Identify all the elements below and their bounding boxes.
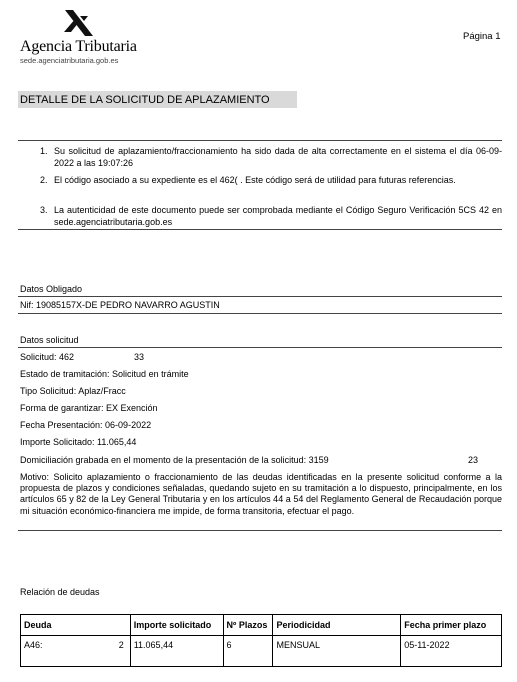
note-number: 2. bbox=[40, 175, 48, 185]
solicitud-number: Solicitud: 462 bbox=[20, 352, 75, 362]
periodicidad-cell: MENSUAL bbox=[273, 636, 401, 667]
obligado-section-label: Datos Obligado bbox=[20, 284, 83, 294]
domiciliacion-suffix: 23 bbox=[468, 455, 479, 465]
deuda-code-suffix: 2 bbox=[118, 640, 124, 650]
deuda-code: A46: bbox=[24, 640, 43, 650]
obligado-bottom-rule bbox=[18, 313, 502, 314]
deuda-cell bbox=[21, 636, 131, 667]
table-header-row bbox=[21, 615, 502, 636]
solicitud-number-suffix: 33 bbox=[134, 352, 145, 362]
deudas-table bbox=[20, 614, 502, 667]
note-number: 3. bbox=[40, 205, 48, 215]
tipo-solicitud: Tipo Solicitud: Aplaz/Fracc bbox=[20, 386, 126, 396]
importe-cell: 11.065,44 bbox=[130, 636, 223, 667]
column-header-periodicidad: Periodicidad bbox=[273, 615, 401, 636]
column-header-importe: Importe solicitado bbox=[130, 615, 223, 636]
note-text: La autenticidad de este documento puede ser comprobada mediante el Código Seguro Verificación 5CS 42 en sede.agenciatributaria.gob.es bbox=[54, 205, 502, 227]
notes-top-rule bbox=[18, 140, 502, 141]
document-title: DETALLE DE LA SOLICITUD DE APLAZAMIENTO bbox=[20, 94, 270, 106]
column-header-deuda: Deuda bbox=[21, 615, 131, 636]
motivo-text: Motivo: Solicito aplazamiento o fraccionamiento de las deudas identificadas en la presente solicitud conforme a la propuesta de plazos y condiciones señaladas, quedando sujeto en su tramitación a lo dispuesto, principalmente, en los artículos 65 y 82 de la Ley General Tributaria y en los artículos 44 a 54 del Reglamento General de Recaudación porque mi situación económico-financiera me impide, de forma transitoria, efectuar el pago. bbox=[20, 472, 502, 516]
note-item bbox=[40, 146, 502, 170]
note-item bbox=[40, 205, 502, 229]
solicitud-bottom-rule bbox=[18, 530, 502, 531]
forma-garantizar: Forma de garantizar: EX Exención bbox=[20, 403, 158, 413]
column-header-plazos: Nº Plazos bbox=[223, 615, 273, 636]
solicitud-top-rule bbox=[18, 347, 502, 348]
nif-line: Nif: 19085157X-DE PEDRO NAVARRO AGUSTIN bbox=[20, 300, 220, 310]
note-text: El código asociado a su expediente es el 462( . Este código será de utilidad para futuras referencias. bbox=[54, 175, 456, 185]
table-row bbox=[21, 636, 502, 667]
fecha-presentacion: Fecha Presentación: 06-09-2022 bbox=[20, 420, 152, 430]
column-header-fecha: Fecha primer plazo bbox=[401, 615, 502, 636]
solicitud-section-label: Datos solicitud bbox=[20, 335, 79, 345]
agencia-tributaria-logo-icon bbox=[62, 8, 96, 38]
note-number: 1. bbox=[40, 146, 48, 156]
importe-solicitado: Importe Solicitado: 11.065,44 bbox=[20, 437, 137, 447]
notes-bottom-rule bbox=[18, 229, 502, 230]
deudas-section-label: Relación de deudas bbox=[20, 587, 100, 597]
note-item bbox=[40, 175, 502, 199]
note-text: Su solicitud de aplazamiento/fraccionamiento ha sido dada de alta correctamente en el sistema el día 06-09-2022 a las 19:07:26 bbox=[54, 146, 502, 168]
plazos-cell: 6 bbox=[223, 636, 273, 667]
obligado-top-rule bbox=[18, 296, 502, 297]
domiciliacion: Domiciliación grabada en el momento de la presentación de la solicitud: 3159 bbox=[20, 455, 329, 465]
brand-name: Agencia Tributaria bbox=[20, 38, 137, 55]
brand-url: sede.agenciatributaria.gob.es bbox=[20, 56, 119, 65]
estado-tramitacion: Estado de tramitación: Solicitud en trámite bbox=[20, 369, 189, 379]
page-number: Página 1 bbox=[463, 31, 501, 42]
fecha-cell: 05-11-2022 bbox=[401, 636, 502, 667]
